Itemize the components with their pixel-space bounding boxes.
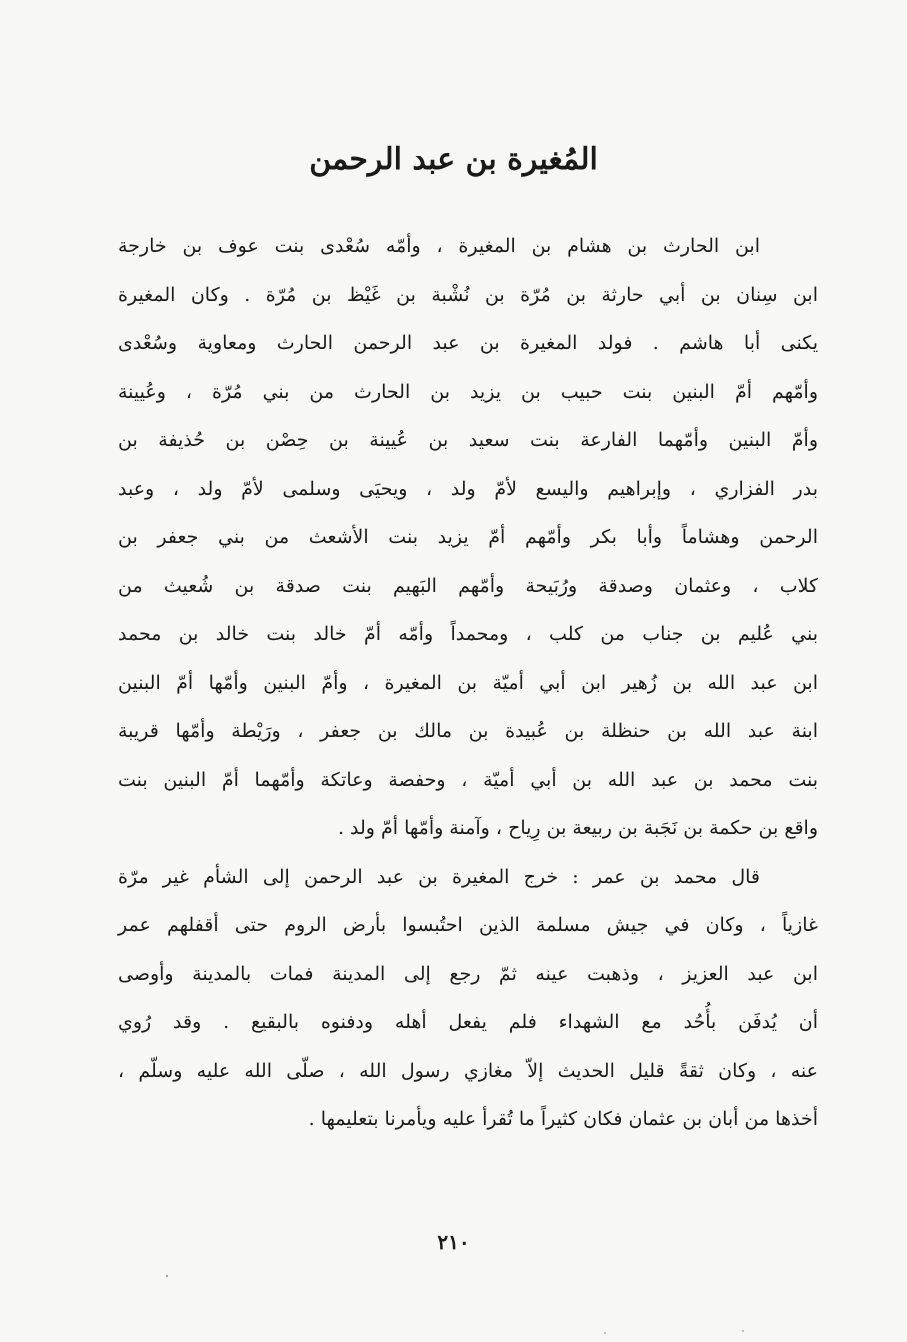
- page-number: ٢١٠: [437, 1230, 470, 1254]
- text-line: بدر الفزاري ، وإبراهيم واليسع لأمّ ولد ، ويحيَى وسلمى لأمّ ولد ، وعبد: [118, 477, 818, 500]
- scan-speck: [604, 1332, 606, 1334]
- text-line: أخذها من أبان بن عثمان فكان كثيراً ما تُقرأ عليه ويأمرنا بتعليمها .: [308, 1108, 818, 1130]
- text-line: الرحمن وهشاماً وأبا بكر وأمّهم أمّ يزيد بنت الأشعث من بني جعفر بن: [118, 526, 818, 548]
- text-line: ابن سِنان بن أبي حارثة بن مُرّة بن نُشْبة بن غَيْظ بن مُرّة . وكان المغيرة: [118, 283, 818, 306]
- chapter-title: المُغيرة بن عبد الرحمن: [309, 142, 598, 177]
- text-line: ابن الحارث بن هشام بن المغيرة ، وأمّه سُعْدى بنت عوف بن خارجة: [118, 235, 760, 257]
- text-line: بني عُليم بن جناب من كلب ، ومحمداً وأمّه أمّ خالد بنت خالد بن محمد: [118, 623, 818, 645]
- text-line: ابن عبد الله بن زُهير ابن أبي أميّة بن المغيرة ، وأمّ البنين وأمّها أمّ البنين: [118, 671, 818, 694]
- scan-speck: [166, 1275, 168, 1277]
- text-line: قال محمد بن عمر : خرج المغيرة بن عبد الرحمن إلى الشأم غير مرّة: [118, 865, 760, 888]
- text-line: واقع بن حكمة بن نَجَبة بن ربيعة بن رِياح ، وآمنة وأمّها أمّ ولد .: [337, 817, 818, 839]
- text-line: يكنى أبا هاشم . فولد المغيرة بن عبد الرحمن الحارث ومعاوية وسُعْدى: [118, 332, 818, 354]
- scan-speck: [742, 1330, 744, 1332]
- text-line: ابن عبد العزيز ، وذهبت عينه ثمّ رجع إلى المدينة فمات بالمدينة وأوصى: [118, 962, 818, 985]
- body-text: [118, 222, 818, 1144]
- text-line: عنه ، وكان ثقةً قليل الحديث إلاّ مغازي رسول الله ، صلّى الله عليه وسلّم ،: [118, 1059, 818, 1082]
- text-line: كلاب ، وعثمان وصدقة ورُبَيحة وأمّهم البَهيم بنت صدقة بن شُعيث من: [118, 574, 818, 597]
- text-line: وأمّهم أمّ البنين بنت حبيب بن يزيد بن الحارث من بني مُرّة ، وعُيينة: [118, 380, 818, 403]
- text-line: غازياً ، وكان في جيش مسلمة الذين احتُبسوا بأرض الروم حتى أقفلهم عمر: [118, 914, 818, 936]
- text-line: بنت محمد بن عبد الله بن أبي أميّة ، وحفصة وعاتكة وأمّهما أمّ البنين بنت: [118, 768, 818, 791]
- text-line: وأمّ البنين وأمّهما الفارعة بنت سعيد بن عُيينة بن حِصْن بن حُذيفة بن: [118, 429, 818, 451]
- text-line: ابنة عبد الله بن حنظلة بن عُبيدة بن مالك بن جعفر ، ورَيْطة وأمّها قريبة: [118, 720, 818, 742]
- text-line: أن يُدفَن بأُحُد مع الشهداء فلم يفعل أهله ودفنوه بالبقيع . وقد رُوي: [118, 1011, 818, 1033]
